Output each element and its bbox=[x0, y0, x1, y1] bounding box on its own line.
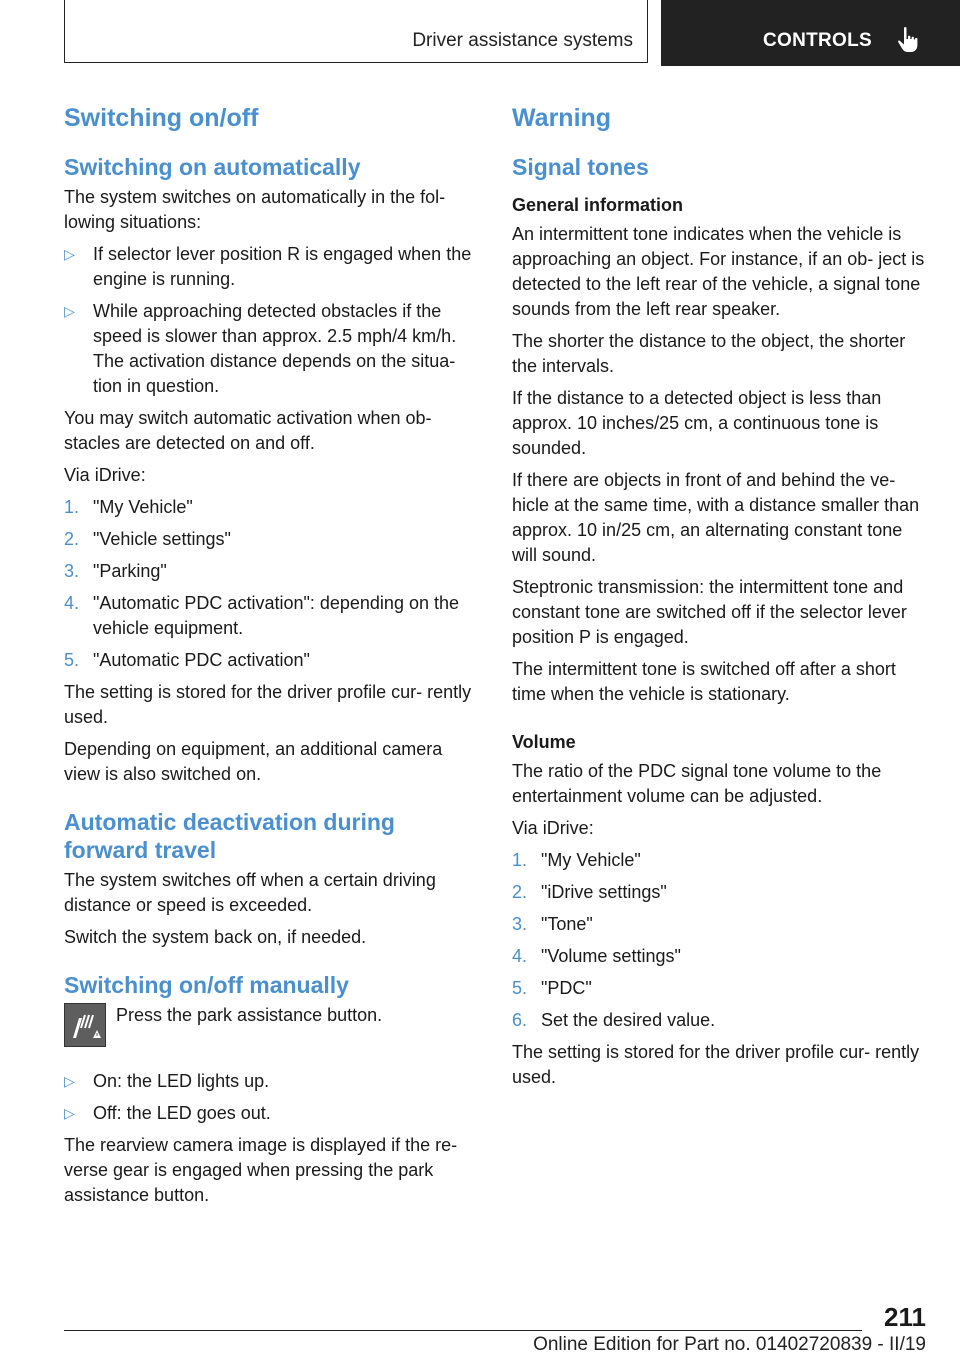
list-item: 5. "PDC" bbox=[512, 978, 592, 998]
list-item: 2. "iDrive settings" bbox=[512, 882, 667, 902]
paragraph: Via iDrive: bbox=[64, 465, 146, 485]
triangle-bullet-icon: ▷ bbox=[64, 246, 75, 262]
left-column bbox=[64, 104, 476, 1215]
section-title: Driver assistance systems bbox=[412, 30, 633, 51]
heading-signal-tones: Signal tones bbox=[512, 154, 649, 180]
list-item: 2. "Vehicle settings" bbox=[64, 529, 231, 549]
chapter-tab bbox=[661, 0, 960, 66]
bullet-list bbox=[64, 242, 476, 399]
paragraph: The shorter the distance to the object, the shorter the intervals. bbox=[512, 331, 906, 376]
paragraph: The system switches on automatically in the fol‐ lowing situations: bbox=[64, 187, 446, 232]
bullet-list bbox=[64, 1069, 476, 1126]
button-instruction bbox=[64, 1003, 476, 1061]
heading-automatic-deactivation: Automatic deactivation during forward travel bbox=[64, 809, 395, 863]
list-item: 1. "My Vehicle" bbox=[512, 850, 641, 870]
park-assist-button-icon bbox=[64, 1003, 106, 1047]
pointing-hand-icon bbox=[895, 26, 921, 54]
list-item: ▷ Off: the LED goes out. bbox=[64, 1101, 476, 1126]
page-number: 211 bbox=[884, 1302, 926, 1332]
page-header bbox=[64, 0, 960, 66]
heading-switching-on-automatically: Switching on automatically bbox=[64, 154, 361, 180]
list-item: 4. "Automatic PDC activation": depending on the vehicle equipment. bbox=[64, 593, 459, 638]
paragraph: Steptronic transmission: the intermittent tone and constant tone are switched off if the selector lever position P is engaged. bbox=[512, 577, 907, 647]
paragraph: The intermittent tone is switched off after a short time when the vehicle is stationary. bbox=[512, 659, 896, 704]
triangle-bullet-icon: ▷ bbox=[64, 1073, 75, 1089]
paragraph: An intermittent tone indicates when the vehicle is approaching an object. For instance, if an ob‐ ject is detected to the left rear of the vehicle, a signal tone sounds from the left rear speaker. bbox=[512, 224, 925, 319]
paragraph: The rearview camera image is displayed if the re‐ verse gear is engaged when pressing the park assistance button. bbox=[64, 1135, 458, 1205]
list-item: ▷ If selector lever position R is engaged when the engine is running. bbox=[64, 244, 472, 289]
list-item: ▷ On: the LED lights up. bbox=[64, 1069, 476, 1094]
paragraph: If there are objects in front of and behind the ve‐ hicle at the same time, with a distance smaller than approx. 10 in/25 cm, an alternating constant tone will sound. bbox=[512, 470, 920, 565]
triangle-bullet-icon: ▷ bbox=[64, 303, 75, 319]
paragraph: Switch the system back on, if needed. bbox=[64, 927, 367, 947]
heading-general-information: General information bbox=[512, 195, 684, 215]
paragraph: If the distance to a detected object is less than approx. 10 inches/25 cm, a continuous tone is sounded. bbox=[512, 388, 882, 458]
list-item: 5. "Automatic PDC activation" bbox=[64, 650, 310, 670]
list-item: 6. Set the desired value. bbox=[512, 1010, 716, 1030]
paragraph: The ratio of the PDC signal tone volume to the entertainment volume can be adjusted. bbox=[512, 761, 882, 806]
edition-note: Online Edition for Part no. 01402720839 - II/19 bbox=[533, 1334, 926, 1355]
triangle-bullet-icon: ▷ bbox=[64, 1105, 75, 1121]
chapter-title: CONTROLS bbox=[763, 30, 873, 51]
list-item: 1. "My Vehicle" bbox=[64, 497, 193, 517]
section-tab bbox=[64, 0, 648, 63]
list-item: 3. "Tone" bbox=[512, 914, 593, 934]
paragraph: You may switch automatic activation when ob‐ stacles are detected on and off. bbox=[64, 408, 432, 453]
paragraph: Press the park assistance button. bbox=[116, 1005, 383, 1025]
numbered-list bbox=[512, 848, 928, 1033]
heading-switching-on-off: Switching on/off bbox=[64, 104, 259, 132]
paragraph: The setting is stored for the driver profile cur‐ rently used. bbox=[512, 1042, 920, 1087]
paragraph: Depending on equipment, an additional camera view is also switched on. bbox=[64, 739, 443, 784]
paragraph: The setting is stored for the driver profile cur‐ rently used. bbox=[64, 682, 472, 727]
numbered-list bbox=[64, 495, 476, 673]
heading-switching-manually: Switching on/off manually bbox=[64, 972, 349, 998]
heading-warning: Warning bbox=[512, 104, 612, 132]
list-item: ▷ While approaching detected obstacles if the speed is slower than approx. 2.5 mph/4 km/h. The activation distance depends on the situa‐ tion in question. bbox=[64, 301, 457, 396]
paragraph: The system switches off when a certain driving distance or speed is exceeded. bbox=[64, 870, 436, 915]
list-item: 3. "Parking" bbox=[64, 561, 167, 581]
paragraph: Via iDrive: bbox=[512, 818, 594, 838]
footer-divider bbox=[64, 1330, 862, 1331]
heading-volume: Volume bbox=[512, 732, 576, 752]
right-column bbox=[512, 104, 928, 1097]
list-item: 4. "Volume settings" bbox=[512, 946, 681, 966]
